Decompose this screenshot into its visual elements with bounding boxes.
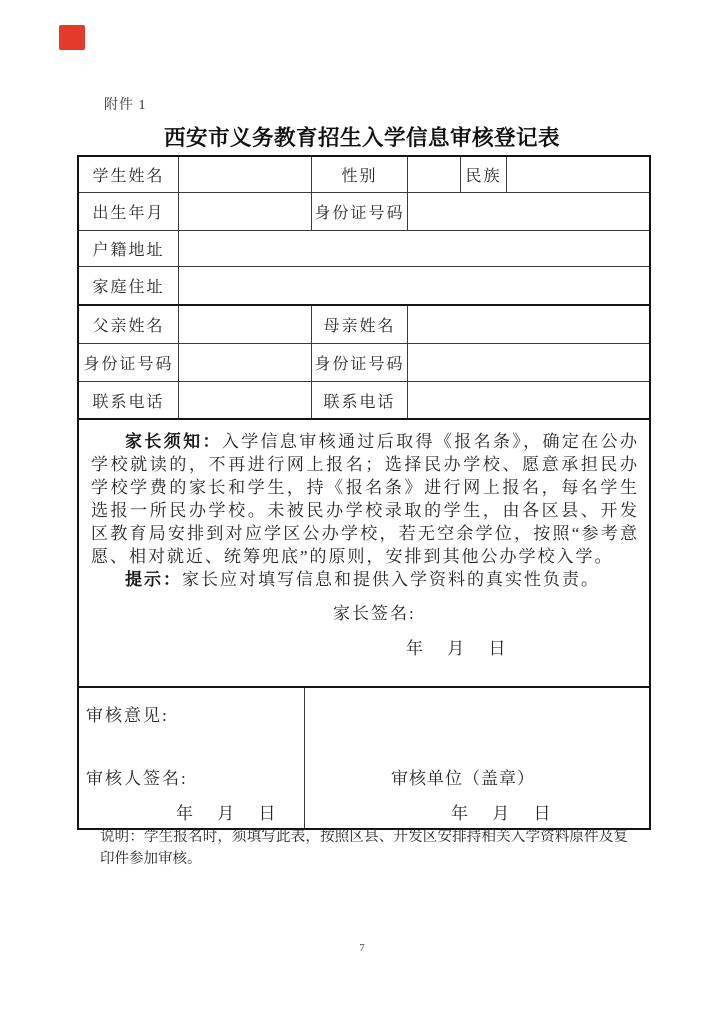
student-name-label: 学生姓名 <box>79 157 179 192</box>
registration-form-table <box>77 155 651 830</box>
father-phone-field <box>179 382 312 418</box>
mother-id-field <box>408 344 649 381</box>
notice-body: 入学信息审核通过后取得《报名条》，确定在公办学校就读的，不再进行网上报名；选择民办学校、愿意承担民办学校学费的家长和学生，持《报名条》进行网上报名，每名学生选报一所民办学校。未被民办学校录取的学生，由各区县、开发区教育局安排到对应学区公办学校，若无空余学位，按照“参考意愿、相对就近、统筹兜底”的原则，安排到其他公办学校入学。 <box>91 432 640 566</box>
review-date-label: 年 月 日 <box>176 804 278 823</box>
table-row <box>79 193 649 231</box>
review-opinion-label: 审核意见: <box>86 706 169 725</box>
reviewer-signature-label: 审核人签名: <box>86 769 188 788</box>
mother-name-label: 母亲姓名 <box>312 306 408 343</box>
home-address-field <box>179 267 649 304</box>
father-id-label: 身份证号码 <box>79 344 179 381</box>
red-marker-icon <box>59 25 85 50</box>
ethnicity-label: 民族 <box>461 157 507 192</box>
student-id-label: 身份证号码 <box>312 193 408 230</box>
parent-notice-section <box>79 420 649 686</box>
notice-heading: 家长须知： <box>125 432 222 451</box>
table-row <box>79 157 649 193</box>
mother-name-field <box>408 306 649 343</box>
mother-phone-field <box>408 382 649 418</box>
table-row <box>79 420 649 688</box>
footnote-text: 说明：学生报名时，须填写此表，按照区县、开发区安排持相关入学资料原件及复印件参加审核。 <box>100 829 628 867</box>
page-title: 西安市义务教育招生入学信息审核登记表 <box>163 126 560 150</box>
tip-body: 家长应对填写信息和提供入学资料的真实性负责。 <box>182 570 600 589</box>
ethnicity-field <box>507 157 649 192</box>
attachment-label: 附件 1 <box>104 98 147 113</box>
table-row <box>79 382 649 420</box>
father-phone-label: 联系电话 <box>79 382 179 418</box>
table-row <box>79 267 649 306</box>
gender-label: 性别 <box>312 157 408 192</box>
parent-signature-label: 家长签名: <box>333 604 416 623</box>
review-unit-label: 审核单位（盖章） <box>391 769 535 788</box>
student-name-field <box>179 157 312 192</box>
father-id-field <box>179 344 312 381</box>
mother-id-label: 身份证号码 <box>312 344 408 381</box>
table-row <box>79 231 649 267</box>
gender-field <box>408 157 461 192</box>
hukou-address-label: 户籍地址 <box>79 231 179 266</box>
birth-date-label: 出生年月 <box>79 193 179 230</box>
notice-paragraph <box>91 430 639 568</box>
table-row <box>79 688 649 828</box>
father-name-field <box>179 306 312 343</box>
student-id-field <box>408 193 649 230</box>
review-right-cell <box>305 688 649 828</box>
table-row <box>79 306 649 344</box>
table-row <box>79 344 649 382</box>
review-unit-date-label: 年 月 日 <box>451 804 553 823</box>
father-name-label: 父亲姓名 <box>79 306 179 343</box>
mother-phone-label: 联系电话 <box>312 382 408 418</box>
hukou-address-field <box>179 231 649 266</box>
birth-date-field <box>179 193 312 230</box>
tip-paragraph <box>91 568 639 591</box>
tip-heading: 提示： <box>125 570 182 589</box>
page-number: 7 <box>359 942 365 954</box>
parent-signature-date-label: 年 月 日 <box>406 639 508 658</box>
review-left-cell <box>79 688 305 828</box>
home-address-label: 家庭住址 <box>79 267 179 304</box>
